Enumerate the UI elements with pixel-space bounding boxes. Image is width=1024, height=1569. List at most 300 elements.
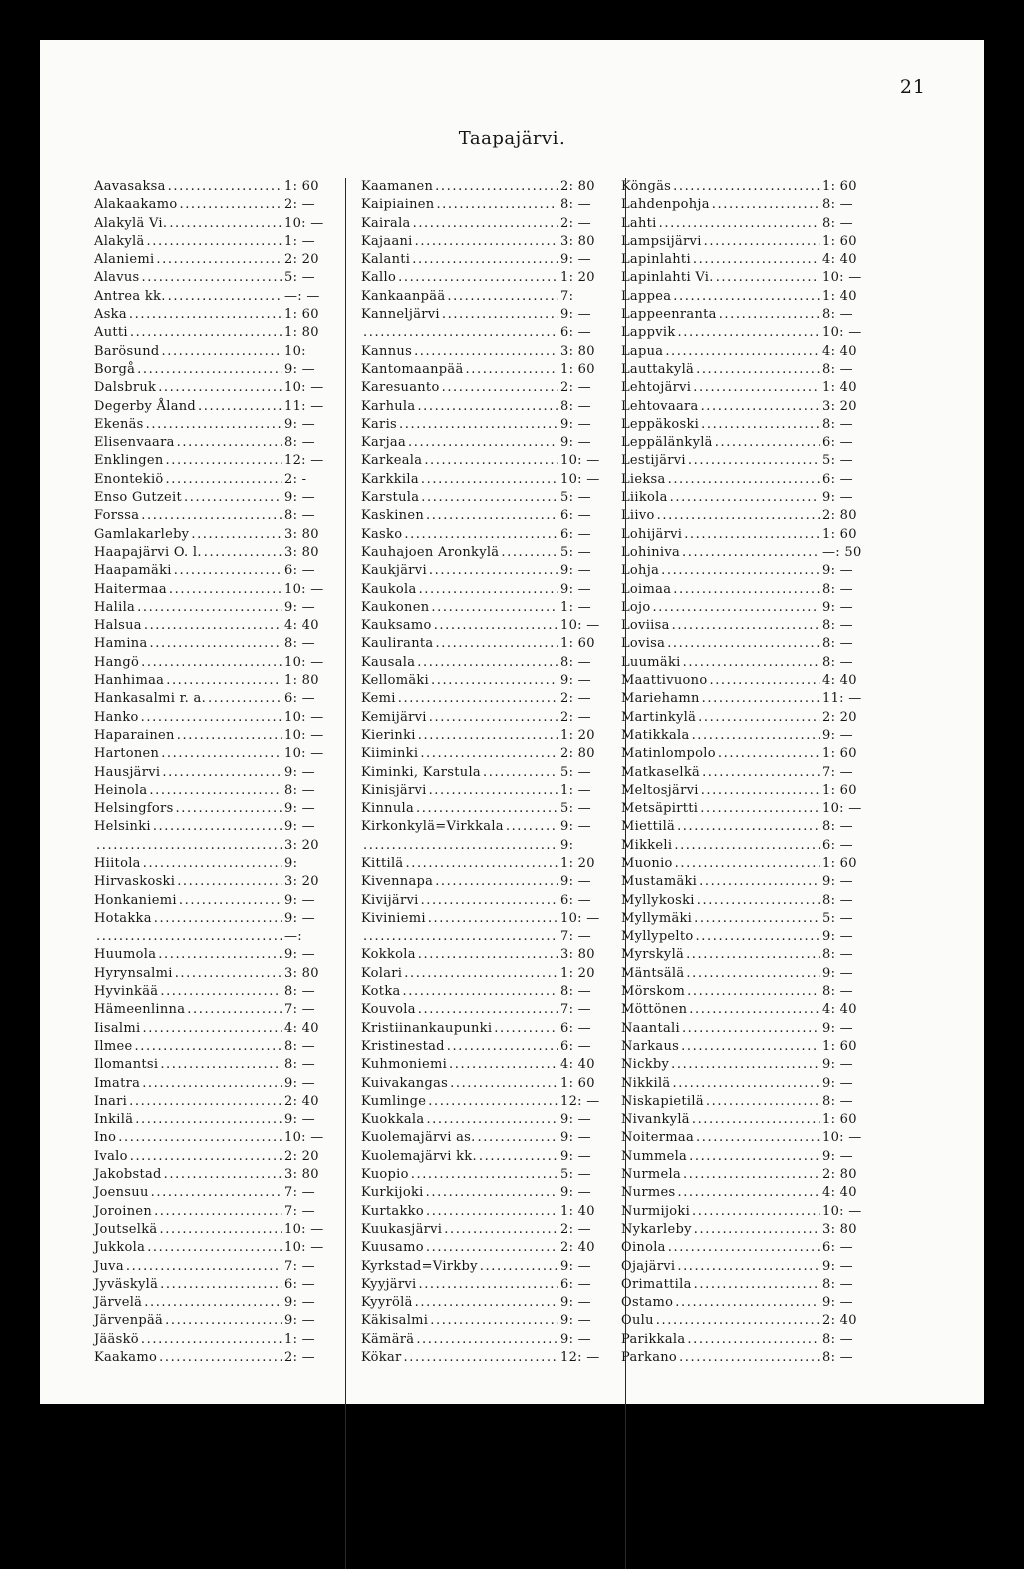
leader-dots <box>162 764 282 782</box>
leader-dots <box>411 1166 558 1184</box>
leader-dots <box>692 1203 820 1221</box>
list-item <box>621 1239 864 1257</box>
list-item <box>621 452 864 470</box>
rate-value: 1: 60 <box>822 179 857 194</box>
rate-value: 1: 40 <box>822 380 857 396</box>
list-item <box>361 471 602 489</box>
list-item <box>361 1020 602 1038</box>
rate-value: 11: — <box>822 691 862 707</box>
leader-dots <box>479 1148 558 1166</box>
rate-value: 8: — <box>822 361 853 377</box>
leader-dots <box>428 1093 558 1111</box>
rate-value: 9: — <box>284 1112 315 1128</box>
place-name: Kivijärvi <box>361 892 419 908</box>
leader-dots <box>160 1221 283 1239</box>
leader-dots <box>416 800 558 818</box>
list-item <box>621 1184 864 1202</box>
place-name: Huumola <box>94 947 157 963</box>
rate-value: 4: 40 <box>822 343 857 359</box>
leader-dots <box>687 983 820 1001</box>
leader-dots <box>418 1276 558 1294</box>
rate-value: 1: — <box>560 782 591 798</box>
list-item <box>361 1111 602 1129</box>
list-item <box>361 196 602 214</box>
leader-dots <box>405 855 558 873</box>
leader-dots <box>363 837 558 855</box>
rate-column-1 <box>94 178 326 1367</box>
rate-value: 6: — <box>560 508 591 524</box>
place-name: Kittilä <box>361 855 404 871</box>
place-name: Liivo <box>621 508 655 524</box>
rate-value: 10: — <box>822 801 862 817</box>
place-name: Kyrkstad=Virkby <box>361 1258 478 1274</box>
list-item <box>94 471 326 489</box>
list-item <box>94 599 326 617</box>
place-name: Haapamäki <box>94 563 172 579</box>
rate-value: 9: — <box>560 252 591 268</box>
list-item <box>361 1331 602 1349</box>
leader-dots <box>670 489 820 507</box>
leader-dots <box>399 416 558 434</box>
list-item <box>621 599 864 617</box>
place-name: Aska <box>94 307 127 323</box>
list-item <box>361 178 602 196</box>
place-name: Oulu <box>621 1313 654 1329</box>
leader-dots <box>166 452 282 470</box>
place-name: Järvenpää <box>94 1313 164 1329</box>
place-name: Nickby <box>621 1057 670 1073</box>
leader-dots <box>702 690 820 708</box>
place-name: Karis <box>361 416 398 432</box>
place-name: Degerby Åland <box>94 398 197 414</box>
leader-dots <box>447 288 558 306</box>
leader-dots <box>712 196 820 214</box>
place-name: Haapajärvi O. l. <box>94 544 202 560</box>
leader-dots <box>480 1258 558 1276</box>
rate-value: 1: 80 <box>284 673 319 689</box>
place-name: Kouvola <box>361 1002 416 1018</box>
list-item <box>94 764 326 782</box>
list-item <box>361 617 602 635</box>
rate-value: 10: — <box>822 1130 862 1146</box>
place-name: Lohiniva <box>621 544 681 560</box>
place-name: Joensuu <box>94 1185 149 1201</box>
rate-value: 10: — <box>284 1130 324 1146</box>
list-item <box>361 233 602 251</box>
rate-value: 6: — <box>822 837 853 853</box>
leader-dots <box>656 1312 820 1330</box>
leader-dots <box>177 873 282 891</box>
rate-value: 8: — <box>822 947 853 963</box>
place-name: Karhula <box>361 398 416 414</box>
rate-value: 9: — <box>822 929 853 945</box>
leader-dots <box>166 672 282 690</box>
leader-dots <box>700 800 820 818</box>
place-name: Forssa <box>94 508 140 524</box>
list-item <box>94 1129 326 1147</box>
rate-value: 9: — <box>560 1112 591 1128</box>
leader-dots <box>165 1312 282 1330</box>
leader-dots <box>166 471 282 489</box>
leader-dots <box>677 1258 820 1276</box>
rate-value: 2: — <box>560 1221 591 1237</box>
list-item <box>94 1331 326 1349</box>
place-name: Kokkola <box>361 947 416 963</box>
place-name: Matinlompolo <box>621 746 716 762</box>
rate-value: 2: 80 <box>560 746 595 762</box>
list-item <box>621 526 864 544</box>
list-item <box>94 398 326 416</box>
rate-value: 10: — <box>560 471 600 487</box>
place-name: Ilmee <box>94 1038 133 1054</box>
list-item <box>361 1203 602 1221</box>
rate-value: 9: — <box>284 819 315 835</box>
leader-dots <box>450 1075 558 1093</box>
leader-dots <box>175 965 282 983</box>
leader-dots <box>693 251 820 269</box>
rate-value: 10: — <box>284 746 324 762</box>
list-item <box>361 562 602 580</box>
rate-value: 10: — <box>284 709 324 725</box>
list-item <box>361 306 602 324</box>
place-name: Matkaselkä <box>621 764 701 780</box>
list-item <box>621 471 864 489</box>
leader-dots <box>149 782 282 800</box>
rate-value: 2: 20 <box>284 252 319 268</box>
leader-dots <box>673 288 820 306</box>
list-item <box>94 818 326 836</box>
place-name: Kalanti <box>361 252 411 268</box>
list-item <box>621 873 864 891</box>
place-name: Kallo <box>361 270 397 286</box>
leader-dots <box>208 690 282 708</box>
list-item <box>94 416 326 434</box>
place-name: Kannus <box>361 343 413 359</box>
leader-dots <box>692 727 820 745</box>
rate-value: 3: 20 <box>822 398 857 414</box>
list-item <box>94 910 326 928</box>
rate-value: 3: 20 <box>284 874 319 890</box>
place-name: Lehtovaara <box>621 398 699 414</box>
place-name: Kyyjärvi <box>361 1276 417 1292</box>
list-item <box>621 1129 864 1147</box>
leader-dots <box>129 1093 282 1111</box>
list-item <box>361 452 602 470</box>
rate-value: 12: — <box>560 1093 600 1109</box>
list-item <box>94 745 326 763</box>
place-name: Kaukola <box>361 581 417 597</box>
list-item <box>361 635 602 653</box>
rate-value: 9: — <box>822 490 853 506</box>
leader-dots <box>176 800 282 818</box>
list-item <box>361 1221 602 1239</box>
place-name: Leppälänkylä <box>621 435 713 451</box>
place-name: Hausjärvi <box>94 764 161 780</box>
leader-dots <box>191 526 282 544</box>
list-item <box>361 745 602 763</box>
place-name: Kuopio <box>361 1167 409 1183</box>
place-name: Kemi <box>361 691 396 707</box>
rate-value: 3: 80 <box>284 526 319 542</box>
rate-value: 1: — <box>560 599 591 615</box>
leader-dots <box>143 855 282 873</box>
place-name: Lappeenranta <box>621 307 717 323</box>
leader-dots <box>684 526 820 544</box>
list-item <box>94 562 326 580</box>
place-name: Köngäs <box>621 179 672 194</box>
list-item <box>361 581 602 599</box>
leader-dots <box>709 672 820 690</box>
place-name: Muonio <box>621 855 673 871</box>
list-item <box>621 1075 864 1093</box>
leader-dots <box>156 251 282 269</box>
place-name: Halila <box>94 599 136 615</box>
list-item <box>621 818 864 836</box>
place-name: Jyväskylä <box>94 1276 159 1292</box>
place-name: Kauhajoen Aronkylä <box>361 544 500 560</box>
leader-dots <box>404 965 558 983</box>
rate-value: 10: — <box>560 618 600 634</box>
list-item <box>621 215 864 233</box>
list-item <box>361 379 602 397</box>
list-item <box>94 837 326 855</box>
list-item <box>94 727 326 745</box>
leader-dots <box>398 690 558 708</box>
list-item <box>94 269 326 287</box>
place-name: Mustamäki <box>621 874 698 890</box>
list-item <box>361 818 602 836</box>
place-name: Matikkala <box>621 727 690 743</box>
place-name: Nivankylä <box>621 1112 690 1128</box>
place-name: Karkeala <box>361 453 423 469</box>
place-name: Kaipiainen <box>361 197 435 213</box>
place-name: Hamina <box>94 636 148 652</box>
place-name: Halsua <box>94 618 142 634</box>
place-name: Kristinestad <box>361 1038 445 1054</box>
place-name: Kierinki <box>361 727 416 743</box>
rate-value: 7: — <box>284 1203 315 1219</box>
rate-value: 7: — <box>284 1002 315 1018</box>
leader-dots <box>137 361 282 379</box>
list-item <box>94 581 326 599</box>
list-item <box>94 946 326 964</box>
leader-dots <box>501 544 558 562</box>
place-name: Lappvik <box>621 325 676 341</box>
leader-dots <box>130 1148 282 1166</box>
list-item <box>94 251 326 269</box>
place-name: Kuusamo <box>361 1240 424 1256</box>
leader-dots <box>686 965 820 983</box>
leader-dots <box>435 873 558 891</box>
list-item <box>94 1312 326 1330</box>
list-item <box>621 1221 864 1239</box>
rate-value: 5: — <box>560 1167 591 1183</box>
leader-dots <box>701 416 820 434</box>
list-item <box>361 1001 602 1019</box>
place-name: Kaamanen <box>361 179 434 194</box>
leader-dots <box>677 1184 820 1202</box>
list-item <box>94 489 326 507</box>
leader-dots <box>696 361 820 379</box>
place-name: Ilomantsi <box>94 1057 159 1073</box>
rate-value: 6: — <box>284 691 315 707</box>
list-item <box>94 1020 326 1038</box>
list-item <box>621 379 864 397</box>
place-name: Karesuanto <box>361 380 440 396</box>
list-item <box>361 672 602 690</box>
leader-dots <box>421 489 558 507</box>
place-name: Kurkijoki <box>361 1185 424 1201</box>
rate-value: 9: — <box>822 727 853 743</box>
leader-dots <box>688 452 820 470</box>
place-name: Hiitola <box>94 855 141 871</box>
leader-dots <box>444 1221 558 1239</box>
list-item <box>361 1038 602 1056</box>
leader-dots <box>672 617 820 635</box>
rate-value: 9: — <box>560 819 591 835</box>
rate-value: 8: — <box>822 1331 853 1347</box>
list-item <box>621 434 864 452</box>
list-item <box>361 489 602 507</box>
list-item <box>94 654 326 672</box>
place-name: Kantomaanpää <box>361 361 464 377</box>
list-item <box>94 1093 326 1111</box>
place-name: Liikola <box>621 490 668 506</box>
place-name: Jääskö <box>94 1331 139 1347</box>
leader-dots <box>466 361 558 379</box>
rate-value: 3: 80 <box>284 1167 319 1183</box>
list-item <box>94 452 326 470</box>
leader-dots <box>689 1001 820 1019</box>
place-name: Kuukasjärvi <box>361 1221 443 1237</box>
leader-dots <box>697 892 820 910</box>
leader-dots <box>412 251 558 269</box>
rate-value: 10: — <box>284 581 324 597</box>
leader-dots <box>150 635 283 653</box>
leader-dots <box>126 1258 282 1276</box>
rate-value: 9: — <box>822 1075 853 1091</box>
list-item <box>621 1203 864 1221</box>
place-name: Lohja <box>621 563 660 579</box>
place-name: Myllypelto <box>621 929 694 945</box>
list-item <box>94 690 326 708</box>
rate-value: 1: 60 <box>822 746 857 762</box>
leader-dots <box>447 1038 558 1056</box>
place-name: Kellomäki <box>361 673 430 689</box>
rate-value: 10: — <box>284 380 324 396</box>
rate-value: 6: — <box>560 892 591 908</box>
leader-dots <box>679 1349 820 1367</box>
rate-value: 12: — <box>284 453 324 469</box>
leader-dots <box>363 928 558 946</box>
leader-dots <box>151 1184 282 1202</box>
leader-dots <box>681 1038 820 1056</box>
rate-value: 5: — <box>560 801 591 817</box>
rate-value: 6: — <box>560 1038 591 1054</box>
leader-dots <box>675 855 820 873</box>
rate-value: 9: — <box>560 1148 591 1164</box>
leader-dots <box>179 196 282 214</box>
rate-value: 2: - <box>284 471 307 487</box>
place-name: Alakaakamo <box>94 197 178 213</box>
rate-value: 9: — <box>284 1295 315 1311</box>
rate-value: 7: <box>560 288 574 304</box>
rate-value: 1: 60 <box>284 307 319 323</box>
list-item <box>94 800 326 818</box>
place-name: Autti <box>94 325 128 341</box>
place-name: Nummela <box>621 1148 688 1164</box>
rate-value: 2: 80 <box>822 1167 857 1183</box>
leader-dots <box>698 709 820 727</box>
place-name: Elisenvaara <box>94 435 175 451</box>
leader-dots <box>198 398 282 416</box>
leader-dots <box>449 1056 558 1074</box>
leader-dots <box>417 398 558 416</box>
list-item <box>361 1312 602 1330</box>
place-name: Alavus <box>94 270 140 286</box>
leader-dots <box>435 178 558 196</box>
place-name: Käkisalmi <box>361 1313 429 1329</box>
leader-dots <box>483 764 558 782</box>
rate-value: 6: — <box>822 435 853 451</box>
leader-dots <box>153 818 282 836</box>
list-item <box>621 1056 864 1074</box>
leader-dots <box>675 1294 820 1312</box>
list-item <box>94 288 326 306</box>
rate-value: 8: — <box>822 581 853 597</box>
leader-dots <box>160 1276 282 1294</box>
place-name: Kuokkala <box>361 1112 425 1128</box>
list-item <box>361 892 602 910</box>
rate-value: 4: 40 <box>560 1057 595 1073</box>
rate-value: 4: 40 <box>284 1020 319 1036</box>
rate-value: 4: 40 <box>822 252 857 268</box>
place-name: Ojajärvi <box>621 1258 676 1274</box>
place-name: Parikkala <box>621 1331 686 1347</box>
rate-value: 9: — <box>560 1130 591 1146</box>
list-item <box>361 215 602 233</box>
list-item <box>94 324 326 342</box>
place-name: Alaniemi <box>94 252 155 268</box>
place-name: Hyvinkää <box>94 984 159 1000</box>
place-name: Karstula <box>361 490 420 506</box>
leader-dots <box>421 892 558 910</box>
leader-dots <box>429 562 558 580</box>
list-item <box>361 782 602 800</box>
place-name: Kairala <box>361 215 411 231</box>
rate-value: 10: — <box>284 1240 324 1256</box>
list-item <box>361 1166 602 1184</box>
rate-value: 8: — <box>822 307 853 323</box>
place-name: Lapua <box>621 343 664 359</box>
leader-dots <box>718 745 820 763</box>
rate-value: 1: — <box>284 1331 315 1347</box>
list-item <box>361 1129 602 1147</box>
list-item <box>94 855 326 873</box>
place-name: Joroinen <box>94 1203 153 1219</box>
place-name: Haitermaa <box>94 581 167 597</box>
list-item <box>94 709 326 727</box>
list-item <box>621 946 864 964</box>
rate-value: 3: 80 <box>560 947 595 963</box>
list-item <box>361 764 602 782</box>
list-item <box>621 1148 864 1166</box>
list-item <box>621 983 864 1001</box>
rate-value: 9: — <box>822 1148 853 1164</box>
rate-value: 5: — <box>560 764 591 780</box>
list-item <box>621 635 864 653</box>
rate-value: 10: <box>284 343 306 359</box>
